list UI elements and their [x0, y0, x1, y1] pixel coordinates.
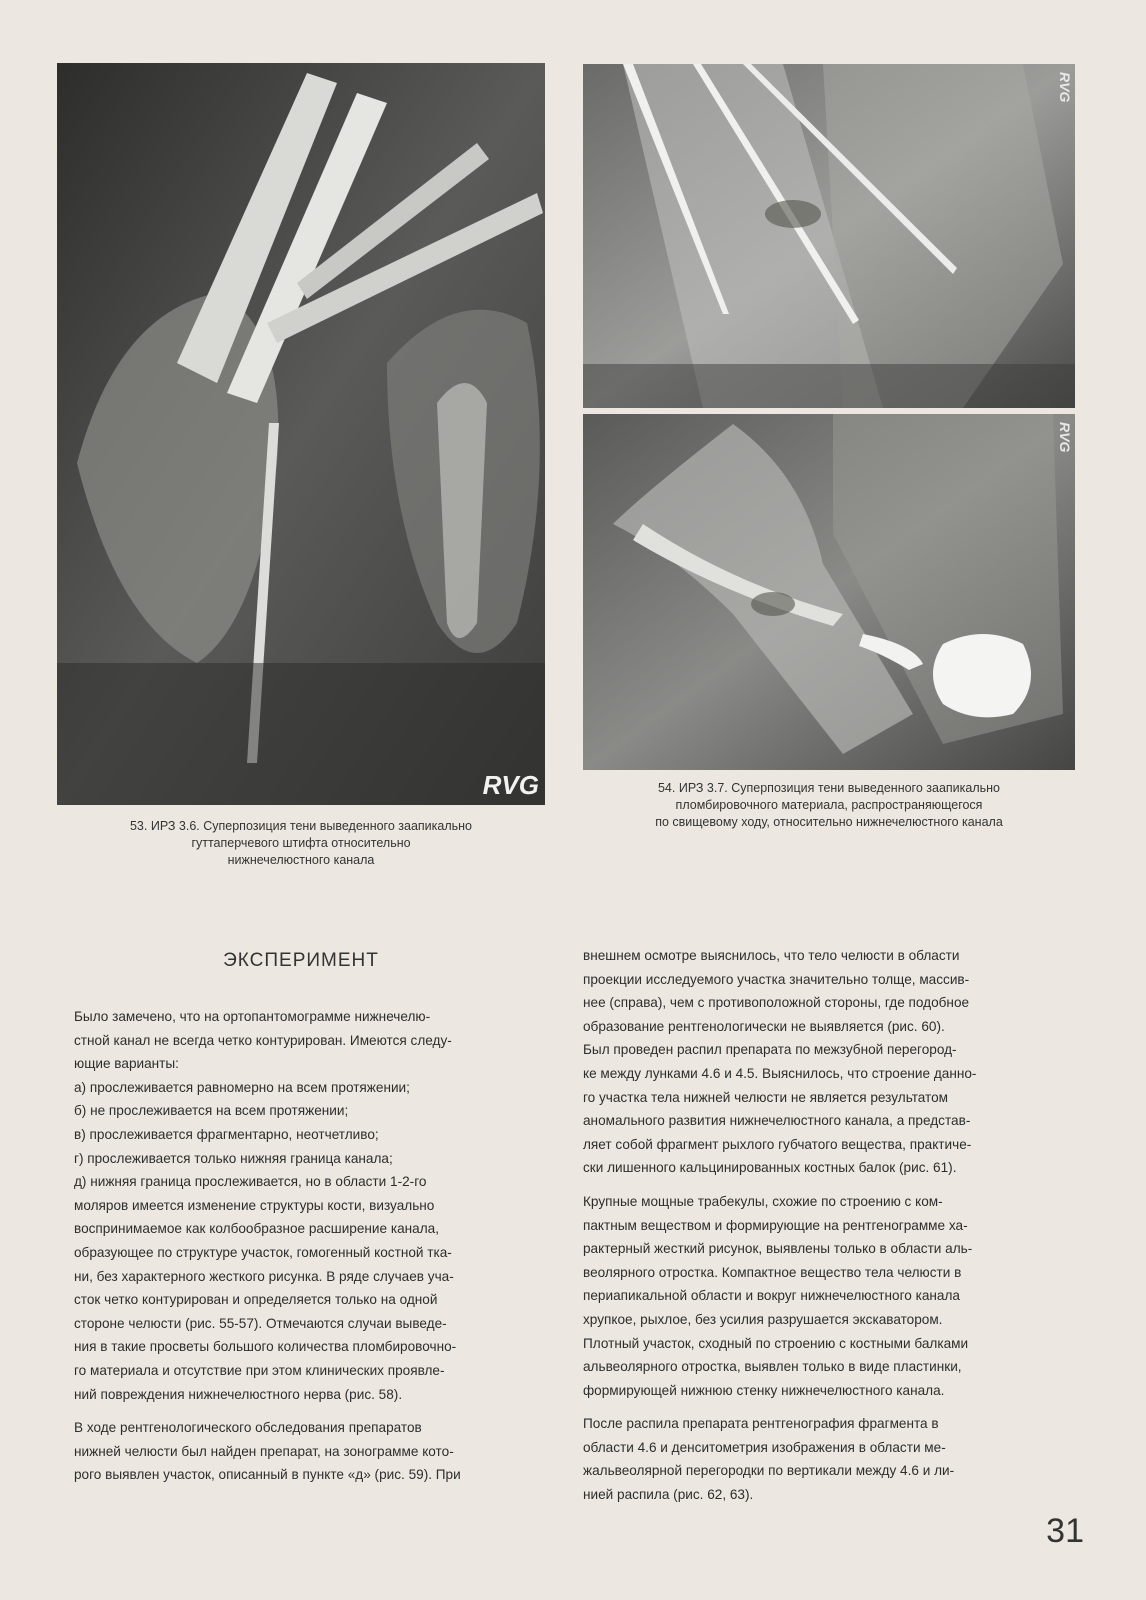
text-line: го участка тела нижней челюсти не является результатом	[583, 1089, 949, 1105]
text-line: образующее по структуре участок, гомогенный костной тка-	[74, 1244, 452, 1260]
text-line: стной канал не всегда четко контурирован. Имеются следу-	[74, 1032, 452, 1048]
right-column-text	[583, 944, 1075, 1507]
text-line: а) прослеживается равномерно на всем протяжении;	[74, 1079, 410, 1095]
text-line: альвеолярного отростка, выявлен только в виде пластинки,	[583, 1359, 962, 1375]
text-line: пактным веществом и формирующие на рентгенограмме ха-	[583, 1217, 968, 1233]
text-line: В ходе рентгенологического обследования препаратов	[74, 1420, 422, 1436]
xray-figure-54-bottom	[583, 414, 1075, 770]
text-line: образование рентгенологически не выявляется (рис. 60).	[583, 1018, 945, 1034]
text-line: нее (справа), чем с противоположной стороны, где подобное	[583, 995, 970, 1011]
text-line: Крупные мощные трабекулы, схожие по строению с ком-	[583, 1193, 943, 1209]
caption-line: пломбировочного материала, распространяющегося	[675, 798, 983, 812]
text-line: моляров имеется изменение структуры кости, визуально	[74, 1197, 435, 1213]
xray-image-53	[57, 63, 545, 805]
text-line: жальвеолярной перегородки по вертикали между 4.6 и ли-	[583, 1463, 955, 1479]
text-line: б) не прослеживается на всем протяжении;	[74, 1103, 349, 1119]
xray-image-54-bottom	[583, 414, 1075, 770]
text-line: го материала и отсутствие при этом клинических проявле-	[74, 1362, 445, 1378]
text-line: хрупкое, рыхлое, без усилия разрушается экскаватором.	[583, 1311, 943, 1327]
caption-line: 54. ИРЗ 3.7. Суперпозиция тени выведенного заапикально	[657, 781, 1001, 795]
caption-line: гуттаперчевого штифта относительно	[191, 836, 411, 850]
text-line: в) прослеживается фрагментарно, неотчетливо;	[74, 1126, 379, 1142]
text-line: Плотный участок, сходный по строению с костными балками	[583, 1335, 969, 1351]
text-line: ния в такие просветы большого количества пломбировочно-	[74, 1339, 457, 1355]
text-line: г) прослеживается только нижняя граница канала;	[74, 1150, 393, 1166]
text-line: сток четко контурирован и определяется только на одной	[74, 1292, 438, 1308]
text-line: внешнем осмотре выяснилось, что тело челюсти в области	[583, 948, 960, 963]
text-line: нией распила (рис. 62, 63).	[583, 1487, 754, 1503]
text-line: стороне челюсти (рис. 55-57). Отмечаются случаи выведе-	[74, 1315, 447, 1331]
text-line: периапикальной области и вокруг нижнечелюстного канала	[583, 1288, 960, 1304]
text-line: ющие варианты:	[74, 1056, 179, 1072]
text-line: Был проведен распил препарата по межзубной перегород-	[583, 1042, 957, 1058]
figure-caption-53	[57, 818, 545, 869]
caption-line: по свищевому ходу, относительно нижнечелюстного канала	[655, 815, 1003, 829]
text-line: проекции исследуемого участка значительно толще, массив-	[583, 971, 970, 987]
rvg-watermark: RVG	[1057, 72, 1073, 103]
page-number: 31	[1046, 1512, 1084, 1550]
text-line: ски лишенного кальцинированных костных балок (рис. 61).	[583, 1160, 957, 1176]
text-line: ляет собой фрагмент рыхлого губчатого вещества, практиче-	[583, 1136, 972, 1152]
text-line: д) нижняя граница прослеживается, но в области 1-2-го	[74, 1174, 427, 1190]
caption-line: нижнечелюстного канала	[227, 853, 375, 867]
rvg-watermark: RVG	[1057, 422, 1073, 453]
text-line: ни, без характерного жесткого рисунка. В ряде случаев уча-	[74, 1268, 454, 1284]
text-line: формирующей нижнюю стенку нижнечелюстного канала.	[583, 1382, 945, 1398]
section-heading: ЭКСПЕРИМЕНТ	[223, 950, 379, 971]
text-line: ке между лунками 4.6 и 4.5. Выяснилось, что строение данно-	[583, 1065, 977, 1081]
text-line: воспринимаемое как колбообразное расширение канала,	[74, 1221, 439, 1237]
xray-figure-54-top	[583, 64, 1075, 408]
text-line: После распила препарата рентгенография фрагмента в	[583, 1416, 939, 1432]
xray-figure-53	[57, 63, 545, 805]
text-line: нижней челюсти был найден препарат, на зонограмме кото-	[74, 1443, 454, 1459]
text-line: ний повреждения нижнечелюстного нерва (рис. 58).	[74, 1386, 403, 1402]
text-line: Было замечено, что на ортопантомограмме нижнечелю-	[74, 1009, 431, 1024]
text-line: аномального развития нижнечелюстного канала, а представ-	[583, 1113, 971, 1129]
text-line: веолярного отростка. Компактное вещество тела челюсти в	[583, 1264, 962, 1280]
text-line: рактерный жесткий рисунок, выявлены только в области аль-	[583, 1241, 973, 1257]
text-line: рого выявлен участок, описанный в пункте «д» (рис. 59). При	[74, 1467, 461, 1483]
text-line: области 4.6 и денситометрия изображения в области ме-	[583, 1439, 946, 1455]
left-column-text	[74, 1005, 546, 1487]
rvg-watermark: RVG	[482, 770, 539, 800]
caption-line: 53. ИРЗ 3.6. Суперпозиция тени выведенного заапикально	[129, 819, 473, 833]
figure-caption-54	[583, 780, 1075, 831]
xray-image-54-top	[583, 64, 1075, 408]
